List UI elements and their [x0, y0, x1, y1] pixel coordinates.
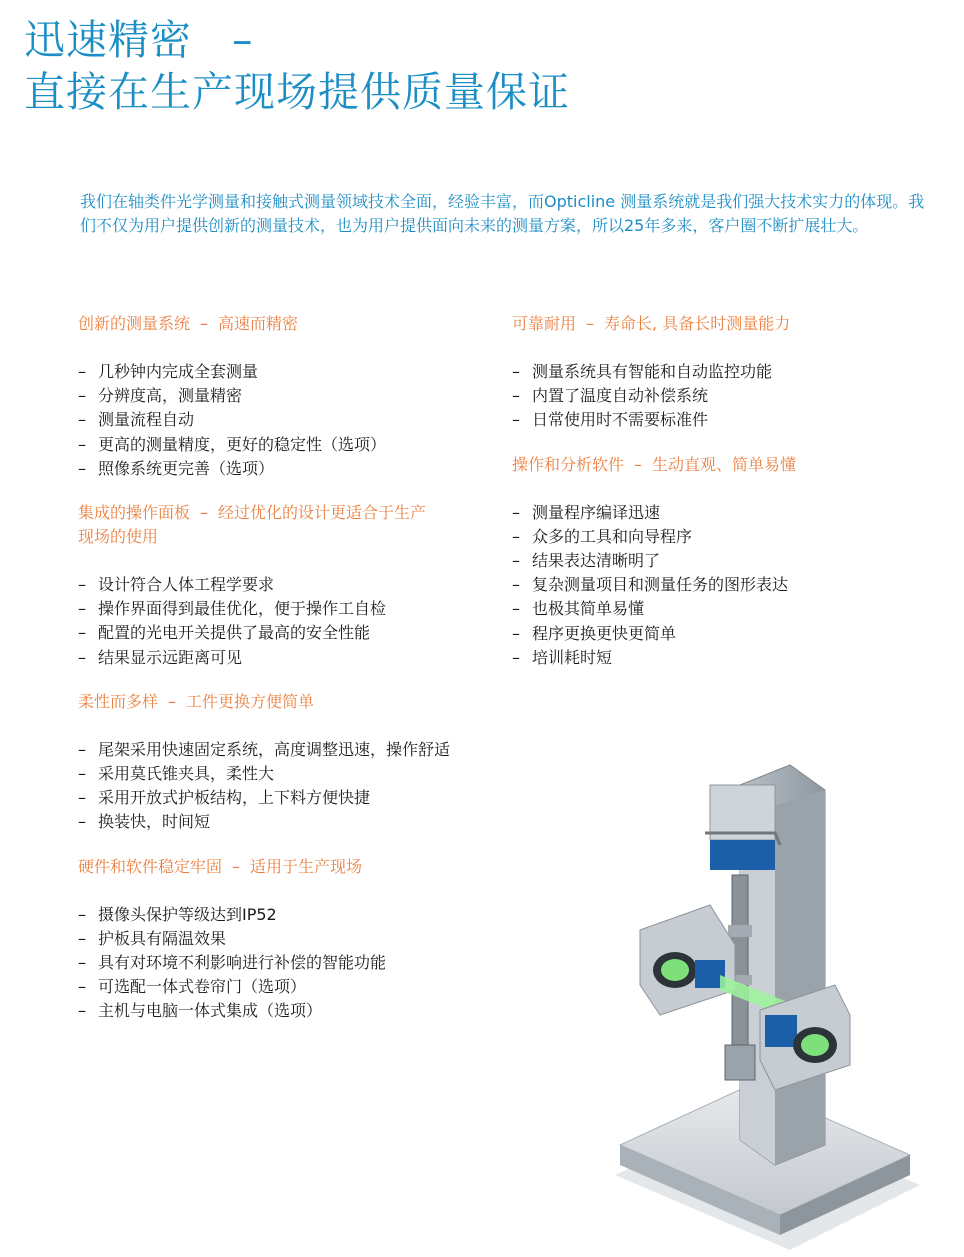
list-item: – 尾架采用快速固定系统，高度调整迅速，操作舒适	[78, 738, 498, 762]
list-item: – 内置了温度自动补偿系统	[512, 384, 932, 408]
list-item: – 操作界面得到最佳优化，便于操作工自检	[78, 597, 498, 621]
list-item: – 几秒钟内完成全套测量	[78, 360, 498, 384]
list-item: – 日常使用时不需要标准件	[512, 408, 932, 432]
list-item: – 测量流程自动	[78, 408, 498, 432]
section-heading: 创新的测量系统 – 高速而精密	[78, 314, 299, 333]
list-item: – 结果显示远距离可见	[78, 646, 498, 670]
list-item: – 分辨度高，测量精密	[78, 384, 498, 408]
list-item: – 采用开放式护板结构，上下料方便快捷	[78, 786, 498, 810]
list-item: – 程序更换更快更简单	[512, 622, 932, 646]
list-item: – 也极其简单易懂	[512, 597, 932, 621]
list-item: – 设计符合人体工程学要求	[78, 573, 498, 597]
list-item: – 众多的工具和向导程序	[512, 525, 932, 549]
feature-section	[78, 855, 498, 1024]
feature-list	[78, 903, 498, 1024]
right-column	[512, 312, 932, 690]
feature-list	[512, 360, 932, 433]
list-item: – 具有对环境不利影响进行补偿的智能功能	[78, 951, 498, 975]
section-heading: 硬件和软件稳定牢固 – 适用于生产现场	[78, 856, 363, 876]
list-item: – 摄像头保护等级达到IP52	[78, 903, 498, 927]
section-heading: 操作和分析软件 – 生动直观、简单易懂	[512, 454, 797, 474]
section-heading: 集成的操作面板 – 经过优化的设计更适合于生产现场的使用	[78, 503, 427, 547]
feature-list	[78, 573, 498, 670]
feature-section	[78, 690, 498, 835]
list-item: – 采用莫氏锥夹具，柔性大	[78, 762, 498, 786]
feature-list	[512, 501, 932, 670]
list-item: – 测量系统具有智能和自动监控功能	[512, 360, 932, 384]
measuring-machine-illustration	[600, 745, 940, 1250]
feature-section	[78, 312, 498, 481]
list-item: – 可选配一体式卷帘门（选项）	[78, 975, 498, 999]
feature-section	[512, 312, 932, 433]
list-item: – 结果表达清晰明了	[512, 549, 932, 573]
feature-list	[78, 738, 498, 835]
intro-paragraph: 我们在轴类件光学测量和接触式测量领域技术全面，经验丰富，而Opticline 测量系统就是我们强大技术实力的体现。我们不仅为用户提供创新的测量技术，也为用户提供面向未来的测量方案，所以25年多来，客户圈不断扩展壮大。	[80, 192, 925, 235]
feature-list	[78, 360, 498, 481]
title-line1: 迅速精密	[24, 16, 192, 64]
feature-section	[512, 453, 932, 670]
list-item: – 培训耗时短	[512, 646, 932, 670]
list-item: – 复杂测量项目和测量任务的图形表达	[512, 573, 932, 597]
title-dash: –	[232, 16, 254, 64]
feature-section	[78, 501, 498, 670]
title-line2: 直接在生产现场提供质量保证	[24, 68, 570, 116]
list-item: – 主机与电脑一体式集成（选项）	[78, 999, 498, 1023]
page-title	[24, 14, 570, 118]
section-heading: 柔性而多样 – 工件更换方便简单	[78, 691, 315, 711]
left-column	[78, 312, 498, 1044]
list-item: – 照像系统更完善（选项）	[78, 457, 498, 481]
section-heading: 可靠耐用 – 寿命长, 具备长时测量能力	[512, 314, 791, 333]
list-item: – 护板具有隔温效果	[78, 927, 498, 951]
list-item: – 换装快，时间短	[78, 810, 498, 834]
list-item: – 测量程序编译迅速	[512, 501, 932, 525]
list-item: – 更高的测量精度，更好的稳定性（选项）	[78, 433, 498, 457]
list-item: – 配置的光电开关提供了最高的安全性能	[78, 621, 498, 645]
